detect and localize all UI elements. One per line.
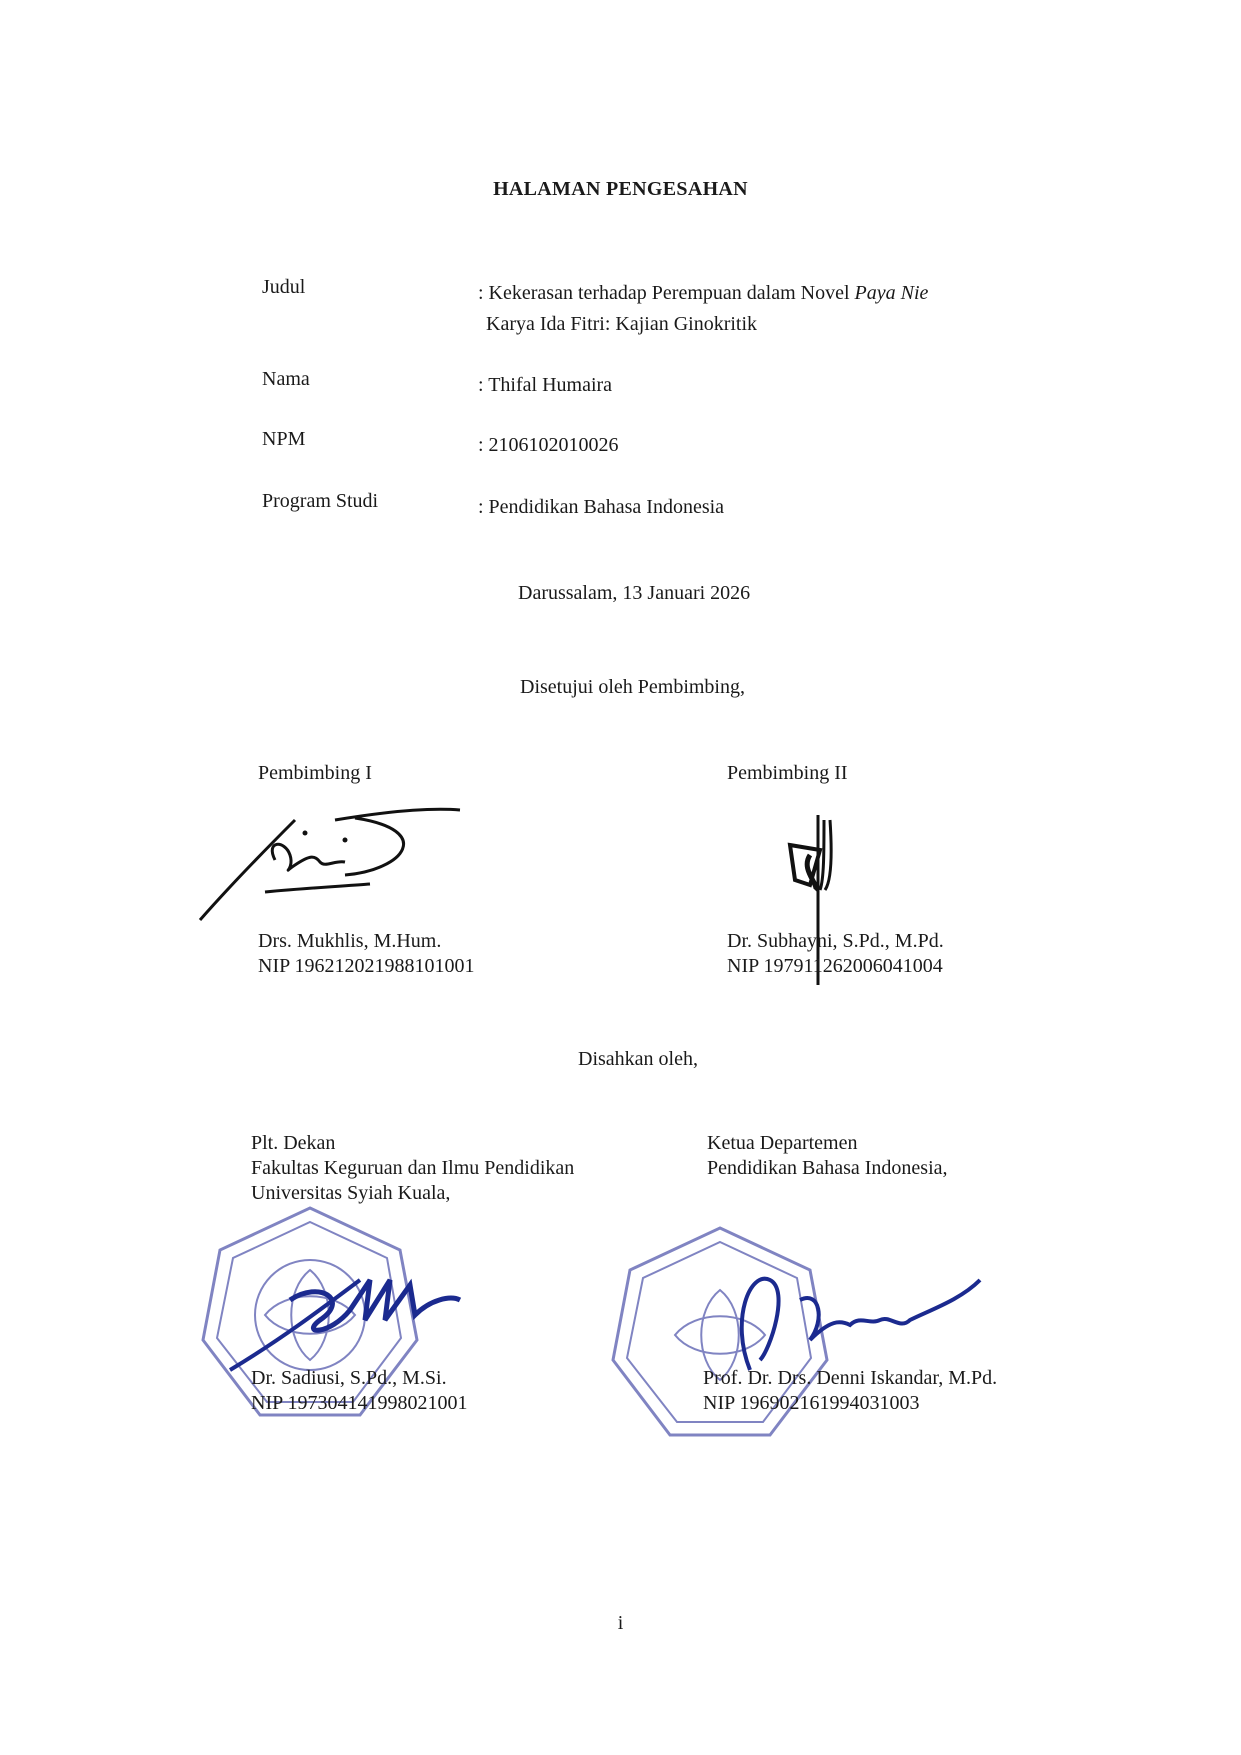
official-1-nip: NIP 197304141998021001 <box>251 1392 468 1414</box>
official-2-role-line2: Pendidikan Bahasa Indonesia, <box>707 1157 948 1179</box>
judul-text: : Kekerasan terhadap Perempuan dalam Novel <box>478 282 855 304</box>
official-2-name: Prof. Dr. Drs. Denni Iskandar, M.Pd. <box>703 1367 998 1389</box>
page-number: i <box>617 1612 624 1634</box>
supervisor-1-name: Drs. Mukhlis, M.Hum. <box>258 930 442 952</box>
supervisor-2-name: Dr. Subhayni, S.Pd., M.Pd. <box>727 930 944 952</box>
approval-caption: Disetujui oleh Pembimbing, <box>520 676 745 698</box>
field-label-program-studi: Program Studi <box>262 490 379 512</box>
field-label-judul: Judul <box>262 276 306 298</box>
supervisor-2-role: Pembimbing II <box>727 762 848 784</box>
supervisor-2-nip: NIP 197911262006041004 <box>727 955 943 977</box>
field-label-npm: NPM <box>262 428 306 450</box>
ratification-caption: Disahkan oleh, <box>578 1048 698 1070</box>
field-value-npm: : 2106102010026 <box>478 434 619 456</box>
field-value-judul-line2: Karya Ida Fitri: Kajian Ginokritik <box>486 313 758 335</box>
field-value-program-studi: : Pendidikan Bahasa Indonesia <box>478 496 725 518</box>
signature-official-1 <box>220 1240 470 1380</box>
novel-title: Paya Nie <box>854 282 929 304</box>
official-2-nip: NIP 196902161994031003 <box>703 1392 920 1414</box>
field-value-judul-line1 <box>478 282 928 305</box>
official-1-name: Dr. Sadiusi, S.Pd., M.Si. <box>251 1367 447 1389</box>
official-2-role-line1: Ketua Departemen <box>707 1132 858 1154</box>
official-1-role-line3: Universitas Syiah Kuala, <box>251 1182 451 1204</box>
field-label-nama: Nama <box>262 368 310 390</box>
signature-official-2 <box>730 1260 990 1380</box>
supervisor-1-nip: NIP 196212021988101001 <box>258 955 475 977</box>
page-title: HALAMAN PENGESAHAN <box>493 178 748 200</box>
official-1-role-line1: Plt. Dekan <box>251 1132 336 1154</box>
place-date: Darussalam, 13 Januari 2026 <box>518 582 751 604</box>
field-value-nama: : Thifal Humaira <box>478 374 613 396</box>
official-1-role-line2: Fakultas Keguruan dan Ilmu Pendidikan <box>251 1157 575 1179</box>
signature-supervisor-1 <box>195 800 475 930</box>
supervisor-1-role: Pembimbing I <box>258 762 372 784</box>
